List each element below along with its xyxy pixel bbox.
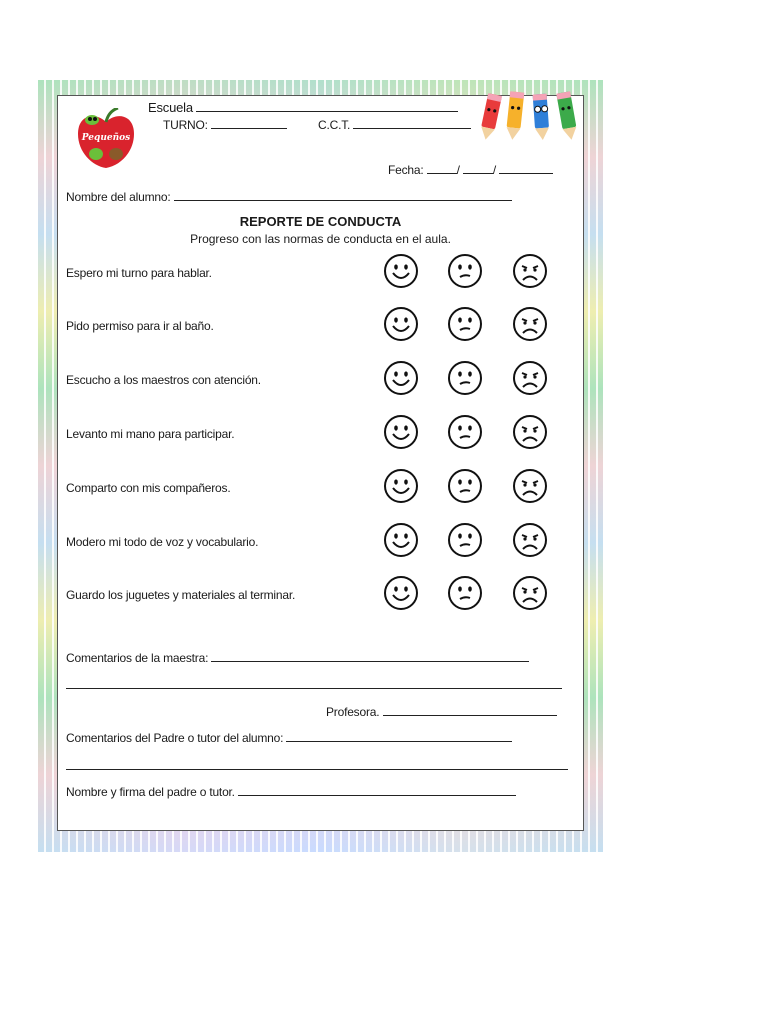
happy-face-icon[interactable] xyxy=(383,414,419,455)
neutral-face-icon[interactable] xyxy=(447,306,483,347)
parent-sign-field xyxy=(66,784,516,799)
sad-face-icon[interactable] xyxy=(512,468,548,509)
teacher-comments-field xyxy=(66,650,529,665)
behavior-label: Guardo los juguetes y materiales al terminar. xyxy=(66,588,296,602)
behavior-label: Comparto con mis compañeros. xyxy=(66,481,231,495)
behavior-label: Levanto mi mano para participar. xyxy=(66,427,235,441)
report-title: REPORTE DE CONDUCTA xyxy=(239,214,402,229)
sad-face-icon[interactable] xyxy=(512,253,548,294)
cct-input[interactable] xyxy=(353,117,471,129)
happy-face-icon[interactable] xyxy=(383,253,419,294)
logo-text: Pequeños xyxy=(81,133,131,143)
parent-comments-field xyxy=(66,730,512,745)
shift-input[interactable] xyxy=(211,117,287,129)
shift-label: TURNO: xyxy=(163,118,208,132)
student-name-field xyxy=(66,189,512,204)
sad-face-icon[interactable] xyxy=(512,522,548,563)
teacher-input[interactable] xyxy=(383,704,557,716)
report-subtitle: Progreso con las normas de conducta en el aula. xyxy=(190,232,451,246)
behavior-label: Modero mi todo de voz y vocabulario. xyxy=(66,535,259,549)
teacher-comments-input[interactable] xyxy=(211,650,529,662)
pencils-decoration-icon xyxy=(476,84,586,144)
neutral-face-icon[interactable] xyxy=(447,468,483,509)
neutral-face-icon[interactable] xyxy=(447,522,483,563)
teacher-label: Profesora. xyxy=(326,705,380,719)
date-day-input[interactable] xyxy=(427,162,457,174)
neutral-face-icon[interactable] xyxy=(447,253,483,294)
school-input[interactable] xyxy=(196,100,458,112)
happy-face-icon[interactable] xyxy=(383,575,419,616)
neutral-face-icon[interactable] xyxy=(447,414,483,455)
sad-face-icon[interactable] xyxy=(512,306,548,347)
school-label: Escuela xyxy=(148,100,193,115)
school-field xyxy=(148,100,458,115)
happy-face-icon[interactable] xyxy=(383,468,419,509)
school-logo xyxy=(76,108,136,170)
parent-sign-label: Nombre y firma del padre o tutor. xyxy=(66,785,235,799)
date-separator: / xyxy=(456,163,460,177)
behavior-label: Pido permiso para ir al baño. xyxy=(66,319,214,333)
shift-field xyxy=(163,117,287,132)
student-name-label: Nombre del alumno: xyxy=(66,190,171,204)
happy-face-icon[interactable] xyxy=(383,360,419,401)
behavior-label: Espero mi turno para hablar. xyxy=(66,266,212,280)
cct-field xyxy=(318,117,471,132)
parent-comments-label: Comentarios del Padre o tutor del alumno: xyxy=(66,731,284,745)
teacher-field xyxy=(326,704,557,719)
date-label: Fecha: xyxy=(388,163,424,177)
student-name-input[interactable] xyxy=(174,189,512,201)
neutral-face-icon[interactable] xyxy=(447,575,483,616)
date-field xyxy=(388,162,553,177)
sad-face-icon[interactable] xyxy=(512,414,548,455)
date-month-input[interactable] xyxy=(463,162,493,174)
date-year-input[interactable] xyxy=(499,162,553,174)
cct-label: C.C.T. xyxy=(318,118,351,132)
parent-comments-line[interactable] xyxy=(66,769,568,770)
parent-comments-input[interactable] xyxy=(286,730,512,742)
happy-face-icon[interactable] xyxy=(383,306,419,347)
parent-sign-input[interactable] xyxy=(238,784,516,796)
conduct-report-sheet xyxy=(57,95,584,831)
teacher-comments-label: Comentarios de la maestra: xyxy=(66,651,209,665)
happy-face-icon[interactable] xyxy=(383,522,419,563)
neutral-face-icon[interactable] xyxy=(447,360,483,401)
teacher-comments-line[interactable] xyxy=(66,688,562,689)
date-separator: / xyxy=(492,163,497,177)
sad-face-icon[interactable] xyxy=(512,575,548,616)
behavior-label: Escucho a los maestros con atención. xyxy=(66,373,261,387)
sad-face-icon[interactable] xyxy=(512,360,548,401)
